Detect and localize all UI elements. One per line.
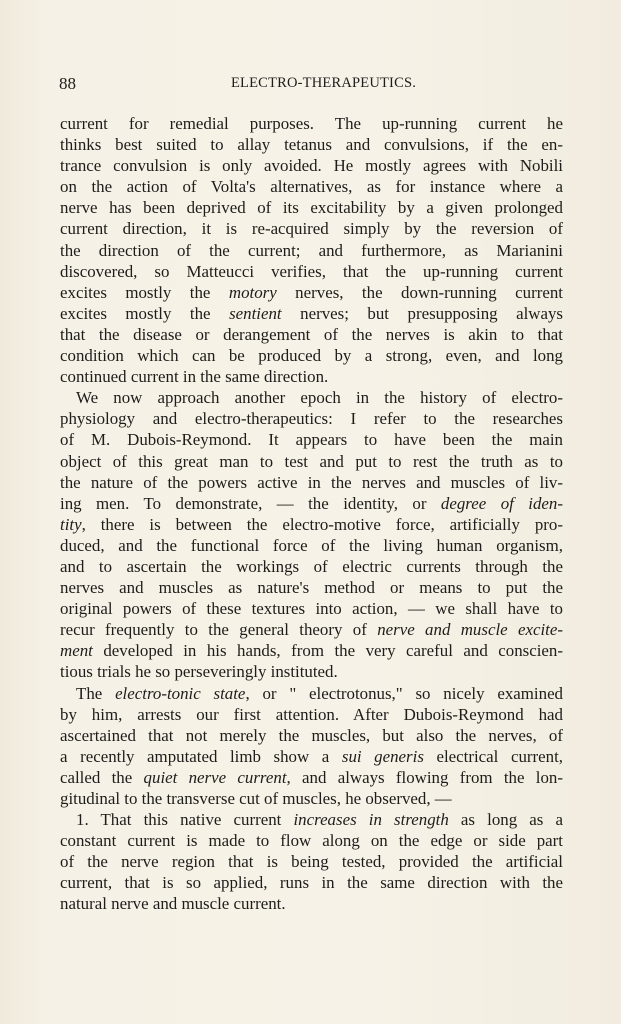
text-line: 1. That this native current increases in strength as long as a	[76, 810, 563, 830]
text-line: current for remedial purposes. The up-running current he	[60, 114, 563, 133]
text-line: of the nerve region that is being tested, provided the artificial	[60, 852, 563, 872]
text-line: current direction, it is re-acquired simply by the reversion of	[60, 219, 563, 239]
text-line: a recently amputated limb show a sui generis electrical current,	[60, 746, 564, 766]
text-line: by him, arrests our first attention. After Dubois-Reymond had	[60, 704, 563, 724]
running-head: ELECTRO-THERAPEUTICS.	[231, 75, 417, 91]
italic-phrase: tity	[60, 514, 82, 534]
text-line: continued current in the same direction.	[60, 367, 329, 387]
italic-phrase: motory	[228, 282, 277, 302]
text-line: tious trials he so perseveringly instituted.	[60, 662, 338, 682]
text-line: physiology and electro-therapeutics: I refer to the researches	[60, 409, 563, 429]
italic-phrase: nerve and muscle excite-	[377, 620, 563, 640]
text-line: thinks best suited to allay tetanus and convulsions, if the en-	[60, 135, 563, 155]
body-text	[60, 113, 563, 915]
text-line: the direction of the current; and furthermore, as Marianini	[60, 240, 563, 260]
text-line: gitudinal to the transverse cut of muscles, he observed, —	[60, 789, 452, 808]
text-line: trance convulsion is only avoided. He mostly agrees with Nobili	[60, 156, 563, 176]
text-line: discovered, so Matteucci verifies, that the up-running current	[60, 261, 563, 281]
italic-phrase: degree of iden-	[440, 493, 563, 513]
text-line: constant current is made to flow along on the edge or side part	[60, 831, 563, 851]
text-line: current, that is so applied, runs in the same direction with the	[60, 873, 563, 893]
text-line: ing men. To demonstrate, — the identity, or degree of iden-	[60, 493, 563, 513]
text-line: We now approach another epoch in the history of electro-	[76, 388, 563, 408]
text-line: ascertained that not merely the muscles, but also the nerves, of	[60, 725, 563, 745]
text-line: duced, and the functional force of the living human organism,	[60, 535, 563, 555]
text-line: called the quiet nerve current, and always flowing from the lon-	[60, 767, 563, 787]
text-line: nerves and muscles as nature's method or means to put the	[60, 578, 563, 598]
page-header	[59, 74, 567, 96]
text-line: The electro-tonic state, or " electrotonus," so nicely examined	[76, 683, 564, 703]
italic-phrase: ment	[60, 641, 93, 661]
italic-phrase: increases in strength	[293, 810, 449, 830]
text-line: and to ascertain the workings of electric currents through the	[60, 556, 563, 576]
text-line: original powers of these textures into action, — we shall have to	[60, 599, 563, 619]
italic-phrase: quiet nerve current	[143, 767, 287, 787]
text-line: ment developed in his hands, from the very careful and conscien-	[60, 641, 563, 661]
text-line: excites mostly the sentient nerves; but presupposing always	[60, 303, 563, 323]
text-line: natural nerve and muscle current.	[60, 894, 286, 914]
text-line: recur frequently to the general theory of nerve and muscle excite-	[60, 620, 563, 640]
page-number: 88	[59, 74, 76, 93]
text-line: object of this great man to test and put to rest the truth as to	[60, 451, 563, 471]
text-line: of M. Dubois-Reymond. It appears to have been the main	[60, 430, 563, 450]
italic-phrase: sentient	[229, 303, 282, 323]
text-line: condition which can be produced by a strong, even, and long	[60, 346, 563, 366]
italic-phrase: sui generis	[341, 746, 424, 766]
text-line: on the action of Volta's alternatives, as for instance where a	[60, 177, 563, 197]
text-line: that the disease or derangement of the nerves is akin to that	[60, 324, 563, 344]
text-line: tity, there is between the electro-motive force, artificially pro-	[60, 514, 563, 534]
text-line: nerve has been deprived of its excitability by a given prolonged	[60, 198, 563, 218]
text-line: excites mostly the motory nerves, the down-running current	[60, 282, 563, 302]
text-line: the nature of the powers active in the nerves and muscles of liv-	[60, 472, 563, 492]
italic-phrase: electro-tonic state	[115, 683, 246, 703]
